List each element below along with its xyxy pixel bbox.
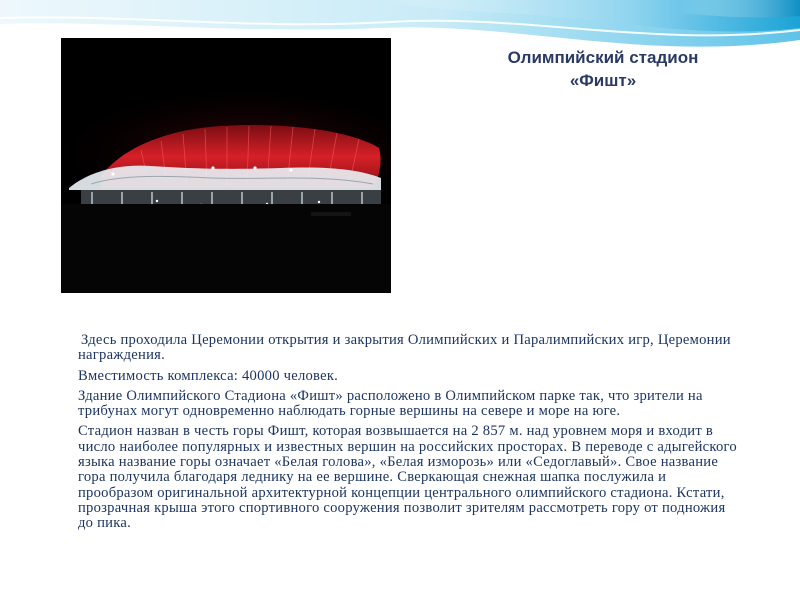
- paragraph-name-origin: Стадион назван в честь горы Фишт, которая возвышается на 2 857 м. над уровнем моря и входит в число наиболее популярных и известных вершин на российских просторах. В переводе с адыгейского языка название горы означает «Белая голова», «Белая изморозь» или «Седоглавый». Свое название гора получила благодаря леднику на ее вершине. Сверкающая снежная шапка послужила и прообразом оригинальной архитектурной концепции центрального олимпийского стадиона. Кстати, прозрачная крыша этого спортивного сооружения позволит зрителям рассмотреть гору от подножия до пика.: [78, 423, 737, 532]
- slide-body: [78, 333, 742, 537]
- stadium-photo: [61, 38, 391, 293]
- paragraph-ceremonies: Здесь проходила Церемонии открытия и закрытия Олимпийских и Паралимпийских игр, Церемонии награждения.: [78, 332, 731, 364]
- paragraph-capacity: Вместимость комплекса: 40000 человек.: [78, 367, 339, 384]
- title-line-2: «Фишт»: [569, 71, 637, 90]
- slide-title: [468, 46, 738, 92]
- title-line-1: Олимпийский стадион: [507, 48, 699, 67]
- paragraph-location: Здание Олимпийского Стадиона «Фишт» расположено в Олимпийском парке так, что зрители на трибунах могут одновременно наблюдать горные вершины на севере и море на юге.: [78, 387, 703, 420]
